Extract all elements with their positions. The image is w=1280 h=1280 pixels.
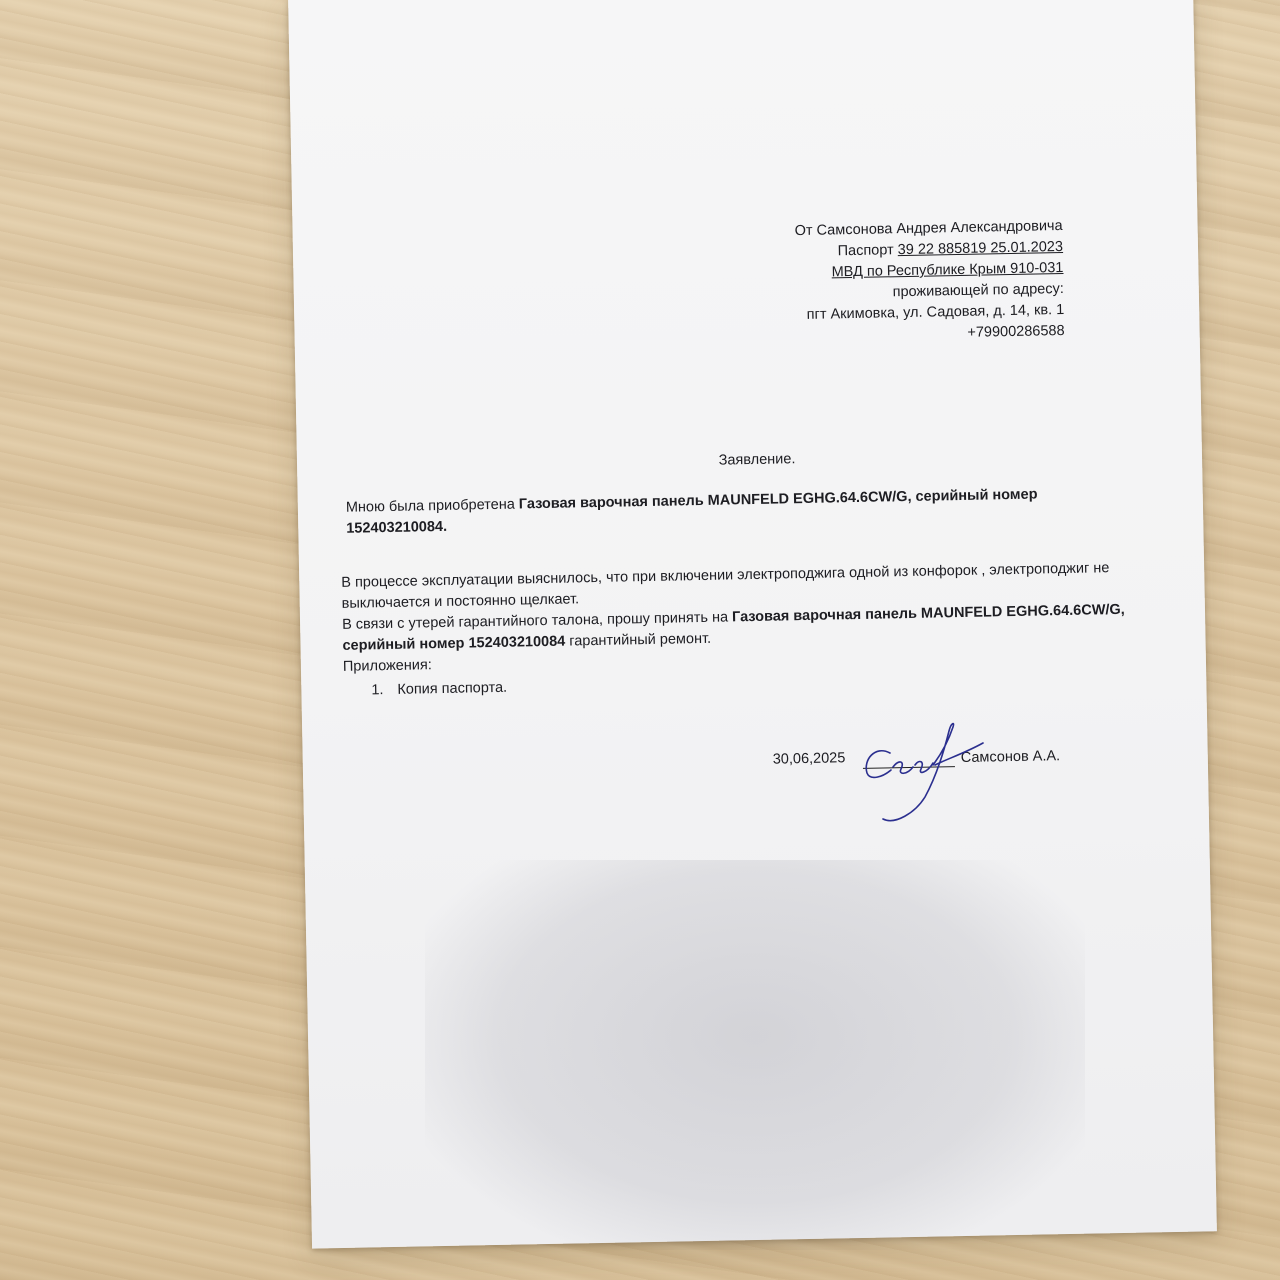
signer-name: Самсонов А.А. [960,748,1061,767]
repair-request-product: Газовая варочная панель MAUNFELD EGHG.64.6CW/G, серийный номер 152403210084 [342,601,1125,654]
list-item-text: Копия паспорта. [397,679,508,698]
attachments-label: Приложения: [342,657,432,675]
attachments-list [371,678,507,702]
document-title: Заявление. [718,451,796,469]
request-paragraph [341,558,1133,678]
passport-issuer: МВД по Республике Крым 910-031 [831,259,1064,281]
repair-request-suffix: гарантийный ремонт. [565,630,712,650]
sender-address: пгт Акимовка, ул. Садовая, д. 14, кв. 1 [806,301,1065,323]
residing-label: проживающей по адресу: [892,280,1064,301]
purchase-product: Газовая варочная панель MAUNFELD EGHG.64.6CW/G, серийный номер 152403210084. [346,486,1038,537]
purchase-paragraph [346,484,1087,540]
sender-phone: +79900286588 [967,322,1065,341]
handwritten-signature [855,715,990,830]
sender-header [642,216,1064,350]
sender-from-line: От Самсонова Андрея Александровича [794,217,1063,240]
purchase-prefix: Мною была приобретена [345,496,520,516]
passport-label: Паспорт [837,242,898,260]
passport-value: 39 22 885819 25.01.2023 [897,238,1064,259]
defect-description: В процессе эксплуатации выяснилось, что при включении электроподжига одной из конфорок , электроподжиг не выключается и постоянно щелкает. [341,560,1110,612]
list-item [371,678,507,702]
repair-request-prefix: В связи с утерей гарантийного талона, прошу принять на [341,609,733,633]
paper-sheet [288,0,1217,1249]
list-item-number: 1. [371,682,384,699]
signature-date: 30,06,2025 [772,750,846,768]
